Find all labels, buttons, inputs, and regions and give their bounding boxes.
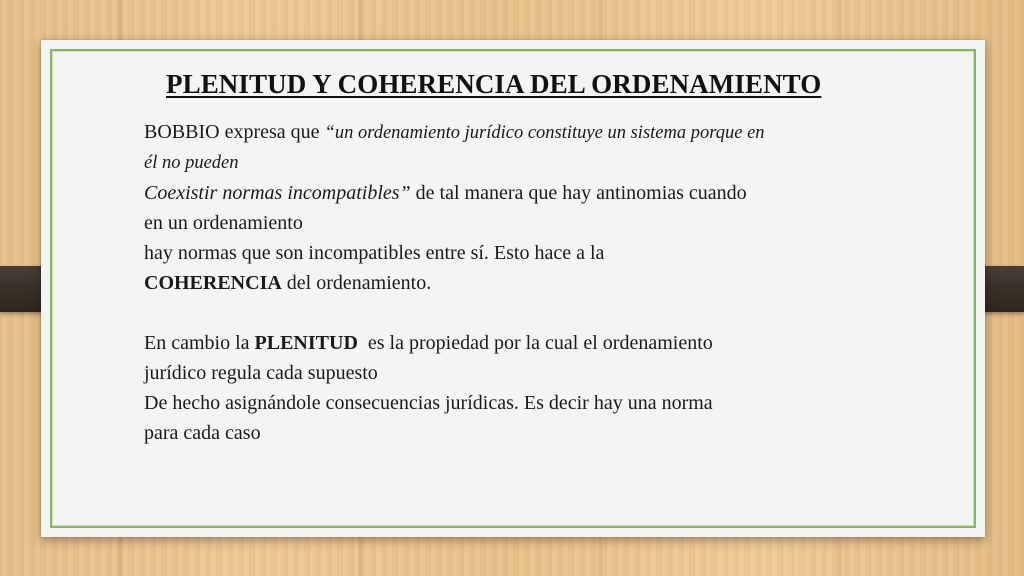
body-line-3: [144, 178, 864, 208]
body-line-6: [144, 268, 864, 298]
body-line-3-quote: Coexistir normas incompatibles”: [144, 182, 411, 204]
body-line-8: jurídico regula cada supuesto: [144, 362, 378, 384]
body-line-1-regular: BOBBIO expresa que: [144, 121, 325, 143]
slide-body: [144, 117, 864, 448]
body-line-10: para cada caso: [144, 422, 261, 444]
plenitud-term: PLENITUD: [254, 332, 358, 354]
slide-title: PLENITUD Y COHERENCIA DEL ORDENAMIENTO: [166, 69, 822, 99]
paragraph-gap: [144, 298, 864, 328]
body-line-1-quote: “un ordenamiento jurídico constituye un sistema porque en: [324, 123, 765, 143]
body-line-1: [144, 117, 864, 148]
body-line-2: él no pueden: [144, 153, 239, 173]
body-line-6-regular: del ordenamiento.: [281, 272, 432, 294]
body-line-9: De hecho asignándole consecuencias jurídicas. Es decir hay una norma: [144, 392, 713, 414]
coherencia-term: COHERENCIA: [144, 272, 282, 294]
body-line-5: hay normas que son incompatibles entre sí. Esto hace a la: [144, 242, 605, 264]
body-line-4: en un ordenamiento: [144, 212, 303, 234]
body-line-7-start: En cambio la: [144, 332, 255, 354]
body-line-7-end: es la propiedad por la cual el ordenamiento: [357, 332, 713, 354]
body-line-3-regular: de tal manera que hay antinomias cuando: [410, 182, 747, 204]
body-line-7: [144, 328, 864, 358]
slide-card: [41, 40, 985, 537]
